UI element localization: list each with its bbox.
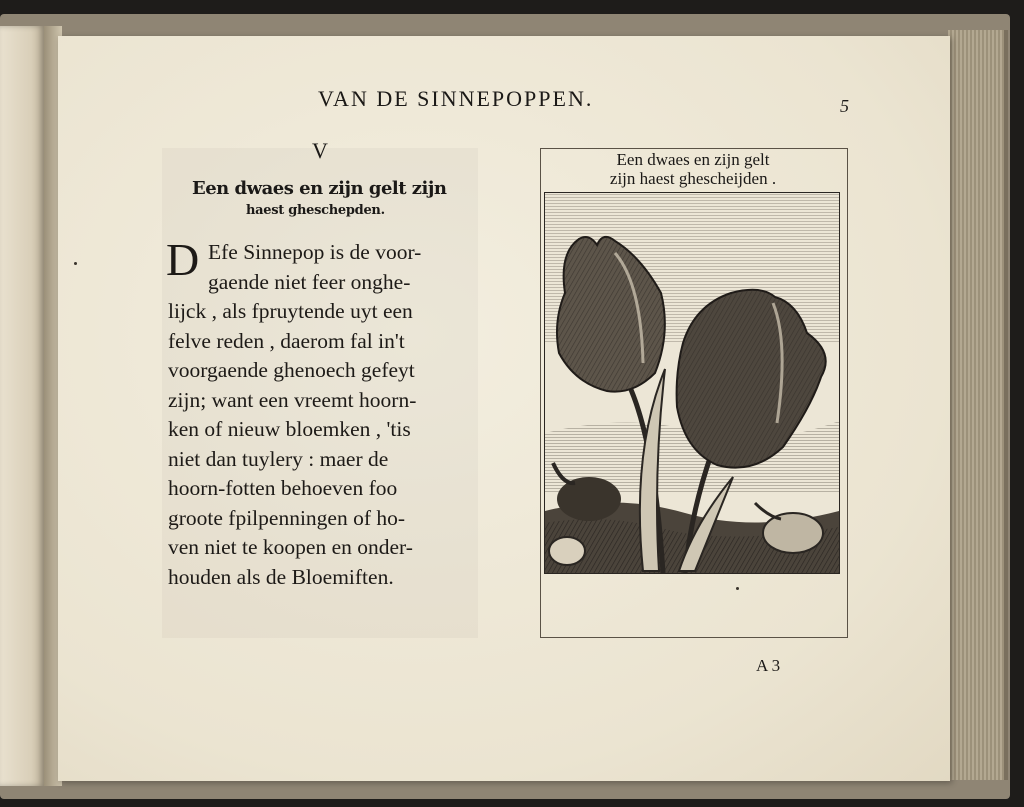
body-line: hoorn-fotten behoeven foo xyxy=(168,476,398,500)
tulip-engraving xyxy=(544,192,840,574)
body-line: zijn; want een vreemt hoorn- xyxy=(168,387,417,412)
body-line: groote fpilpenningen of ho- xyxy=(168,505,406,530)
body-line: Efe Sinnepop is de voor- xyxy=(208,240,422,264)
emblem-body-text xyxy=(166,234,488,592)
body-line: felve reden , daerom fal in't xyxy=(168,328,405,353)
emblem-motto-line-1: Een dwaes en zijn gelt zijn xyxy=(192,178,447,199)
emblem-motto-line-2: haest gheschepden. xyxy=(246,203,385,218)
body-line: houden als de Bloemiften. xyxy=(168,564,394,589)
plate-title xyxy=(548,150,838,188)
body-line: niet dan tuylery : maer de xyxy=(168,446,389,471)
signature-mark: A 3 xyxy=(756,656,781,675)
body-line: lijck , als fpruytende uyt een xyxy=(168,299,413,323)
drop-cap: D xyxy=(166,234,200,285)
show-through-text xyxy=(544,590,840,670)
body-line: ven niet te koopen en onder- xyxy=(168,535,413,559)
plate-title-line-2: zijn haest ghescheijden . xyxy=(609,169,777,188)
body-line: gaende niet feer onghe- xyxy=(208,269,411,294)
running-head: VAN DE SINNEPOPPEN. xyxy=(318,86,594,111)
page-number: 5 xyxy=(840,96,849,116)
page-edges xyxy=(948,30,1008,780)
emblem-number: V xyxy=(312,138,328,163)
printer-speck xyxy=(74,262,77,265)
body-line: ken of nieuw bloemken , 'tis xyxy=(168,417,411,441)
plate-title-line-1: Een dwaes en zijn gelt xyxy=(616,150,770,169)
body-line: voorgaende ghenoech gefeyt xyxy=(168,358,415,382)
left-page-edge xyxy=(0,26,44,786)
